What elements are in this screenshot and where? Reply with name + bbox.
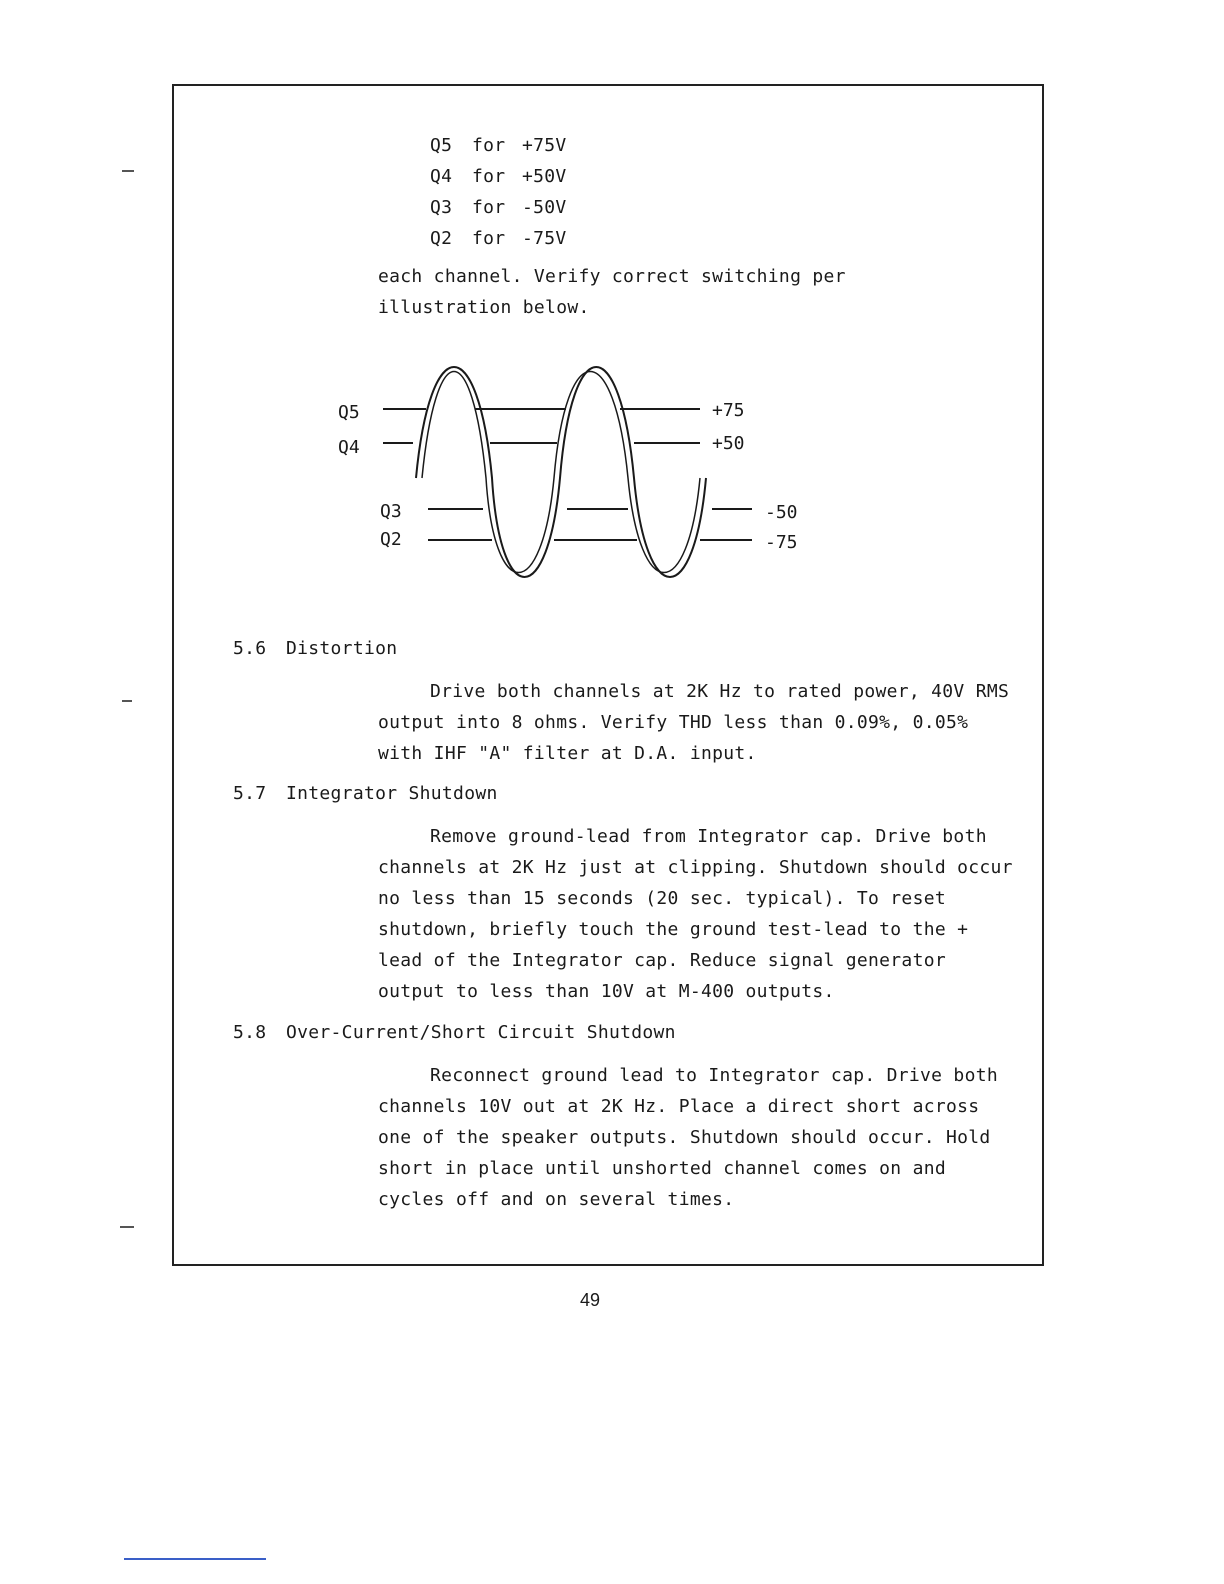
section-number: 5.7 [233,783,267,804]
voltage-value: +50V [522,166,567,187]
diagram-label-q4: Q4 [338,437,360,458]
diagram-label-minus75: -75 [765,532,798,553]
diagram-label-plus50: +50 [712,433,745,454]
section-number: 5.6 [233,638,267,659]
voltage-value: -50V [522,197,567,218]
device-label: Q5 [430,135,453,156]
intro-paragraph: each channel. Verify correct switching per illustration below. [378,266,846,318]
section-number: 5.8 [233,1022,267,1043]
sine-waveform [416,367,706,577]
section-title: Over-Current/Short Circuit Shutdown [286,1022,676,1043]
for-word: for [472,197,506,218]
section-title: Integrator Shutdown [286,783,498,804]
margin-mark [120,1226,134,1228]
section-body: Drive both channels at 2K Hz to rated power, 40V RMS output into 8 ohms. Verify THD less than 0.09%, 0.05% with IHF "A" filter at D.A. input. [378,681,1010,764]
section-body: Reconnect ground lead to Integrator cap. Drive both channels 10V out at 2K Hz. Place a direct short across one of the speaker outputs. Shutdown should occur. Hold short in place until unshorted channel comes on and cycles off and on several times. [378,1065,998,1210]
device-label: Q4 [430,166,453,187]
for-word: for [472,135,506,156]
device-label: Q3 [430,197,453,218]
page-number: 49 [579,1290,601,1310]
margin-mark [122,700,132,702]
footer-rule [124,1558,266,1560]
diagram-label-q3: Q3 [380,501,402,522]
for-word: for [472,166,506,187]
switching-waveform-diagram [0,0,1224,620]
voltage-value: +75V [522,135,567,156]
diagram-label-plus75: +75 [712,400,745,421]
device-label: Q2 [430,228,453,249]
for-word: for [472,228,506,249]
section-title: Distortion [286,638,398,659]
diagram-label-q2: Q2 [380,529,402,550]
voltage-value: -75V [522,228,567,249]
diagram-label-minus50: -50 [765,502,798,523]
section-body: Remove ground-lead from Integrator cap. Drive both channels at 2K Hz just at clipping. Shutdown should occur no less than 15 seconds (20 sec. typical). To reset shutdown, briefly touch the ground test-lead to the + lead of the Integrator cap. Reduce signal generator output to less than 10V at M-400 outputs. [378,826,1013,1002]
diagram-label-q5: Q5 [338,402,360,423]
